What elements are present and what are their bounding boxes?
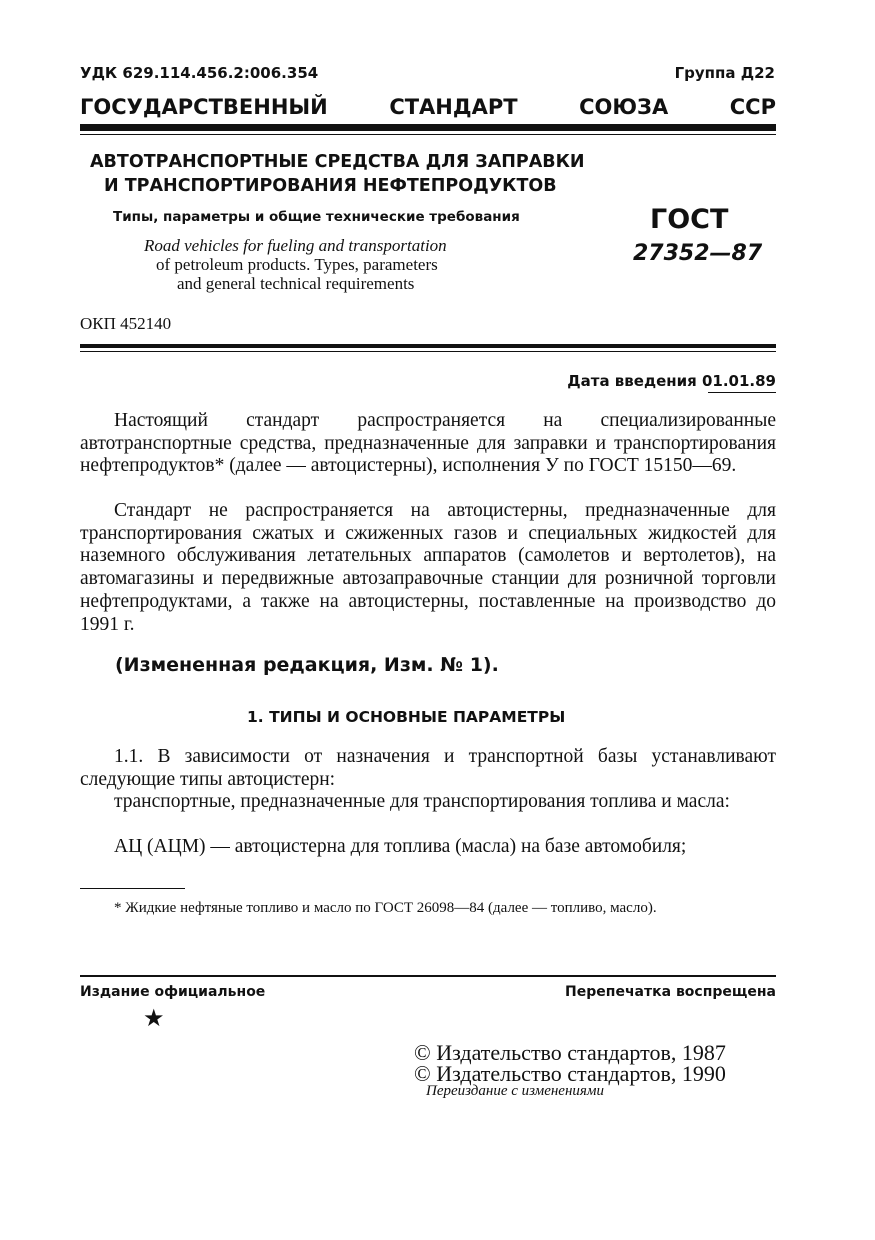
amendment-note: (Измененная редакция, Изм. № 1). [115,654,499,676]
paragraph-ac-definition: АЦ (АЦМ) — автоцистерна для топлива (масла) на базе автомобиля; [114,836,687,857]
udk-code: УДК 629.114.456.2:006.354 [80,64,319,82]
english-title-line3: and general technical requirements [177,274,415,293]
gost-number: 27352—87 [633,241,763,266]
top-thin-rule [80,134,776,135]
banner-word: СОЮЗА [579,95,669,119]
reissue-note: Переиздание с изменениями [426,1083,604,1099]
footer-rule [80,975,776,977]
copyright-1990: © Издательство стандартов, 1990 [414,1061,726,1086]
document-title-line1: АВТОТРАНСПОРТНЫЕ СРЕДСТВА ДЛЯ ЗАПРАВКИ [90,152,585,172]
copyright-1987: © Издательство стандартов, 1987 [414,1040,726,1065]
paragraph-scope: Настоящий стандарт распространяется на специализированные автотранспортные средства, предназначенные для заправки и транспортирования нефтепродуктов* (далее — автоцистерны), исполнения У по ГОСТ 15150—69. [80,410,776,477]
date-underline [708,392,776,393]
banner-word: СТАНДАРТ [389,95,518,119]
no-reprint-label: Перепечатка воспрещена [565,984,776,1000]
english-title-line2: of petroleum products. Types, parameters [156,255,438,274]
english-title-line1: Road vehicles for fueling and transportation [144,236,447,255]
official-edition-label: Издание официальное [80,984,266,1000]
star-icon: ★ [143,1006,165,1032]
banner-word: ССР [729,95,776,119]
mid-thin-rule [80,351,776,352]
document-title-line2: И ТРАНСПОРТИРОВАНИЯ НЕФТЕПРОДУКТОВ [104,176,557,196]
footnote-rule [80,888,185,889]
document-subtitle: Типы, параметры и общие технические требования [113,209,520,225]
gost-label: ГОСТ [650,204,729,235]
mid-thick-rule [80,344,776,348]
state-standard-banner [80,95,776,119]
banner-word: ГОСУДАРСТВЕННЫЙ [80,95,328,119]
section-heading: 1. ТИПЫ И ОСНОВНЫЕ ПАРАМЕТРЫ [247,708,566,726]
paragraph-exclusions: Стандарт не распространяется на автоцистерны, предназначенные для транспортирования сжатых и сжиженных газов и специальных жидкостей для наземного обслуживания летательных аппаратов (самолетов и вертолетов), на автомагазины и передвижные автозаправочные станции для розничной торговли нефтепродуктами, а также на автоцистерны, поставленные на производство до 1991 г. [80,500,776,635]
footnote: * Жидкие нефтяные топливо и масло по ГОСТ 26098—84 (далее — топливо, масло). [114,900,657,916]
clause-1-1: 1.1. В зависимости от назначения и транспортной базы устанавливают следующие типы автоцистерн: [80,746,776,790]
introduction-date: Дата введения 01.01.89 [567,372,776,390]
top-thick-rule [80,124,776,131]
group-code: Группа Д22 [674,64,775,82]
okp-code: ОКП 452140 [80,314,172,333]
paragraph-transport-types: транспортные, предназначенные для транспортирования топлива и масла: [114,791,730,812]
